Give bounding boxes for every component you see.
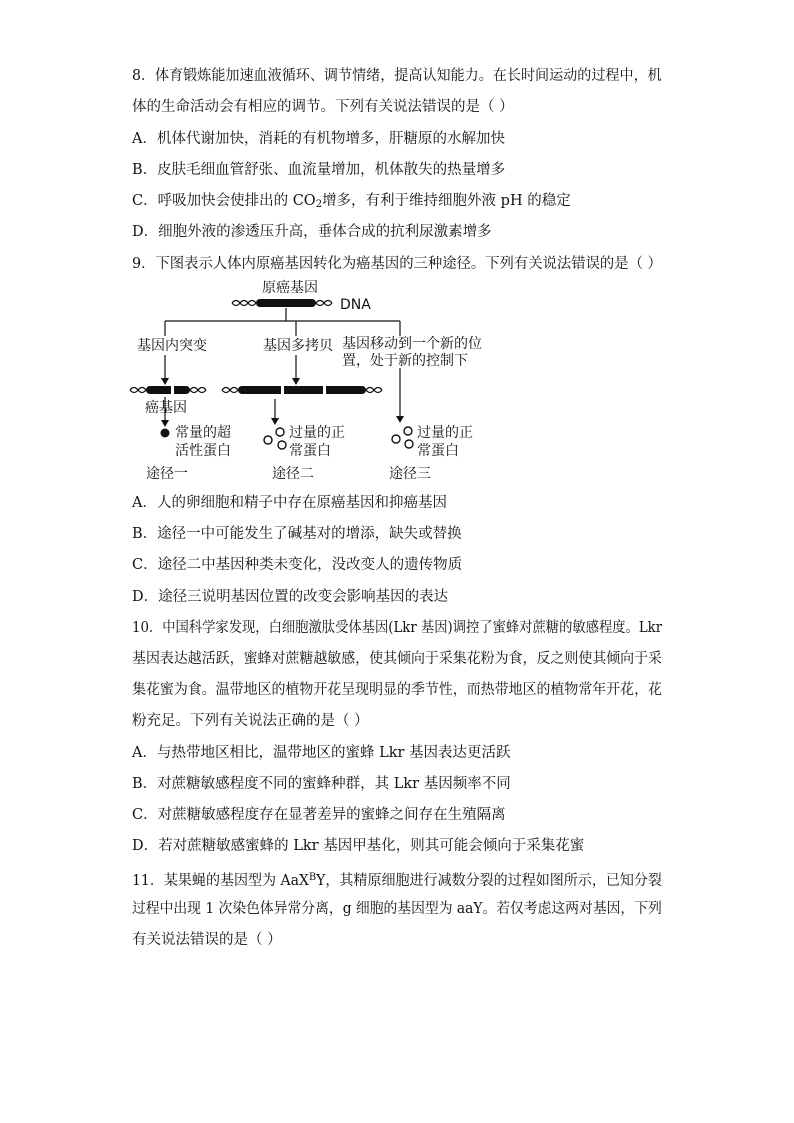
q8-option-c-pre: C．呼吸加快会使排出的 CO	[132, 193, 316, 209]
q8-option-c-post: 增多，有利于维持细胞外液 pH 的稳定	[322, 193, 571, 209]
branch-multicopy: 基因多拷贝	[263, 338, 333, 354]
q9-option-c: C．途径二中基因种类未变化，没改变人的遗传物质	[132, 557, 463, 573]
result3-line2: 常蛋白	[417, 443, 459, 459]
oncogene-dna	[130, 386, 206, 394]
q8-option-d: D．细胞外液的渗透压升高，垂体合成的抗利尿激素增多	[132, 224, 492, 240]
q11-stem-line1-post: Y，其精原细胞进行减数分裂的过程如图所示，已知分裂	[316, 873, 662, 889]
q9-option-d: D．途径三说明基因位置的改变会影响基因的表达	[132, 589, 449, 605]
q9-stem: 9．下图表示人体内原癌基因转化为癌基因的三种途径。下列有关说法错误的是（ ）	[132, 256, 662, 272]
q10-stem-line1: 10．中国科学家发现，白细胞激肽受体基因(Lkr 基因)调控了蜜蜂对蔗糖的敏感程度。Lkr	[132, 620, 663, 636]
multicopy-dna	[222, 386, 382, 394]
top-dna-strand	[232, 299, 332, 307]
result3-line1: 过量的正	[417, 425, 473, 441]
q11-stem-line2: 过程中出现 1 次染色体异常分离，g 细胞的基因型为 aaY。若仅考虑这两对基因，下列	[132, 901, 662, 917]
q10-option-c: C．对蔗糖敏感程度存在显著差异的蜜蜂之间存在生殖隔离	[132, 807, 506, 823]
q10-stem-line2: 基因表达越活跃，蜜蜂对蔗糖越敏感，使其倾向于采集花粉为食，反之则使其倾向于采	[132, 651, 663, 667]
path2-label: 途径二	[272, 466, 314, 482]
q8-stem-line2: 体的生命活动会有相应的调节。下列有关说法错误的是（ ）	[132, 99, 514, 115]
dna-label: DNA	[340, 297, 371, 313]
result2-line2: 常蛋白	[289, 443, 331, 459]
q9-option-a: A．人的卵细胞和精子中存在原癌基因和抑癌基因	[132, 495, 447, 511]
oncogene-label: 癌基因	[145, 400, 187, 416]
proto-oncogene-label: 原癌基因	[262, 280, 318, 296]
q10-option-d: D．若对蔗糖敏感蜜蜂的 Lkr 基因甲基化，则其可能会倾向于采集花蜜	[132, 838, 585, 854]
q11-stem-line1-sup: B	[308, 872, 317, 883]
q8-option-c	[132, 191, 571, 215]
q9-option-b: B．途径一中可能发生了碱基对的增添，缺失或替换	[132, 526, 462, 542]
q8-option-c-sub: 2	[315, 199, 323, 210]
result2-line1: 过量的正	[289, 425, 345, 441]
q10-option-b: B．对蔗糖敏感程度不同的蜜蜂种群，其 Lkr 基因频率不同	[132, 776, 511, 792]
result1-line2: 活性蛋白	[175, 443, 231, 459]
q8-stem-line1: 8．体育锻炼能加速血液循环、调节情绪，提高认知能力。在长时间运动的过程中，机	[132, 68, 662, 84]
path3-label: 途径三	[389, 466, 431, 482]
q11-stem-line1-pre: 11．某果蝇的基因型为 AaX	[132, 873, 309, 889]
q11-stem-line1	[132, 868, 662, 891]
excess-protein-dots-2	[264, 428, 286, 449]
q8-option-a: A．机体代谢加快，消耗的有机物增多，肝糖原的水解加快	[132, 131, 505, 147]
q8-option-b: B．皮肤毛细血管舒张、血流量增加，机体散失的热量增多	[132, 162, 506, 178]
branch-intragenic-mutation: 基因内突变	[137, 338, 207, 354]
q10-option-a: A．与热带地区相比，温带地区的蜜蜂 Lkr 基因表达更活跃	[132, 745, 511, 761]
branch-relocation-line1: 基因移动到一个新的位	[342, 336, 482, 352]
q11-stem-line3: 有关说法错误的是（ ）	[132, 932, 282, 948]
result1-line1: 常量的超	[175, 425, 231, 441]
branch-relocation-line2: 置，处于新的控制下	[342, 353, 468, 369]
arrowheads	[161, 378, 404, 427]
q10-stem-line4: 粉充足。下列有关说法正确的是（ ）	[132, 713, 369, 729]
hyperactive-protein-dot	[161, 429, 170, 438]
path1-label: 途径一	[146, 466, 188, 482]
q10-stem-line3: 集花蜜为食。温带地区的植物开花呈现明显的季节性，而热带地区的植物常年开花，花	[132, 682, 663, 698]
excess-protein-dots-3	[392, 427, 413, 448]
